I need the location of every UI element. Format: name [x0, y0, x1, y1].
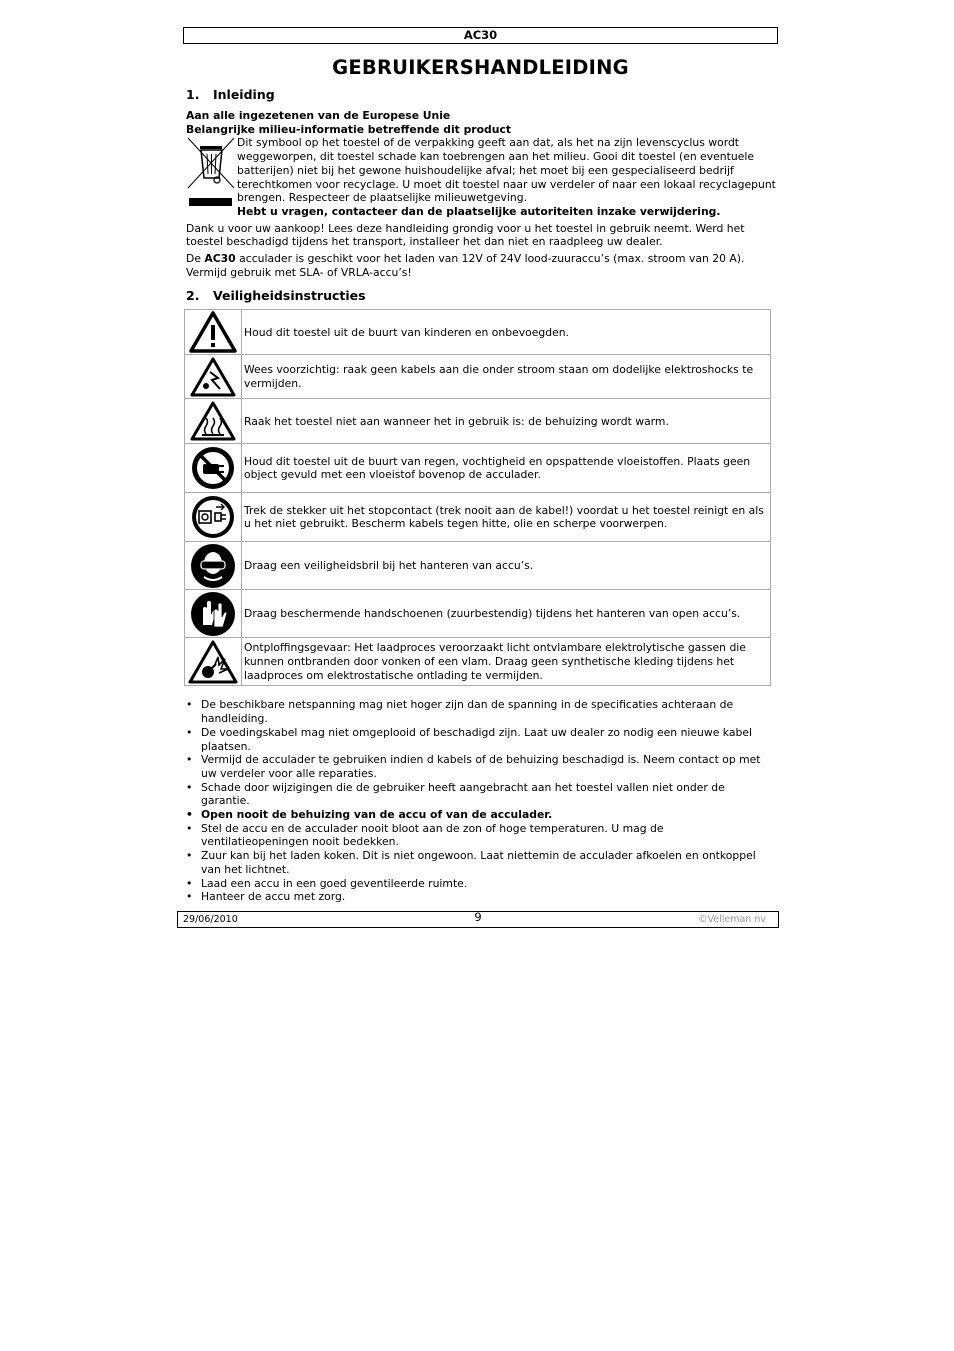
page-footer: [177, 911, 779, 928]
safety-text: Houd dit toestel uit de buurt van kinderen en onbevoegden.: [242, 310, 771, 355]
safety-row: [185, 493, 771, 542]
list-item: • Laad een accu in een goed geventileerde ruimte.: [186, 877, 770, 891]
list-item: • Zuur kan bij het laden koken. Dit is niet ongewoon. Laat niettemin de acculader afkoelen en ontkoppel van het lichtnet.: [186, 849, 770, 876]
hot-surface-warning-icon: [185, 399, 242, 444]
weee-bin-icon: [186, 136, 237, 218]
safety-row: [185, 399, 771, 444]
list-item: • Vermijd de acculader te gebruiken indien d kabels of de behuizing beschadigd is. Neem contact op met uw verdeler voor alle reparaties.: [186, 753, 770, 780]
list-item: • Hanteer de accu met zorg.: [186, 890, 770, 904]
explosion-warning-icon: [185, 638, 242, 686]
safety-bullet-list: [186, 698, 778, 904]
model-name: AC30: [204, 252, 236, 266]
no-water-icon: [185, 444, 242, 493]
weee-contact: Hebt u vragen, contacteer dan de plaatselijke autoriteiten inzake verwijdering.: [237, 204, 721, 218]
page-title: GEBRUIKERSHANDLEIDING: [332, 56, 629, 79]
manual-page: [183, 27, 778, 904]
safety-goggles-icon: [185, 542, 242, 590]
safety-text: Wees voorzichtig: raak geen kabels aan die onder stroom staan om dodelijke elektroshocks te vermijden.: [242, 355, 771, 399]
list-item: • Schade door wijzigingen die de gebruiker heeft aangebracht aan het toestel vallen niet onder de garantie.: [186, 781, 770, 808]
safety-row: [185, 444, 771, 493]
list-item: • Stel de accu en de acculader nooit bloot aan de zon of hoge temperaturen. U mag de ventilatieopeningen nooit bedekken.: [186, 822, 770, 849]
safety-text: Raak het toestel niet aan wanneer het in gebruik is: de behuizing wordt warm.: [242, 399, 771, 444]
footer-date: 29/06/2010: [183, 914, 238, 925]
safety-text: Houd dit toestel uit de buurt van regen, vochtigheid en opspattende vloeistoffen. Plaats geen object gevuld met een vloeistof bovenop de acculader.: [242, 444, 771, 493]
safety-row: [185, 638, 771, 686]
unplug-icon: [185, 493, 242, 542]
thanks-paragraph: Dank u voor uw aankoop! Lees deze handleiding grondig voor u het toestel in gebruik neemt. Werd het toestel beschadigd tijdens het transport, installeer het dan niet en raadpleeg uw dealer.: [186, 221, 745, 249]
section-1-heading: [186, 87, 778, 102]
eu-line-2: Belangrijke milieu-informatie betreffende dit product: [186, 122, 512, 136]
safety-row: [185, 542, 771, 590]
description-paragraph: De AC30 acculader is geschikt voor het laden van 12V of 24V lood-zuuraccu’s (max. stroom van 20 A). Vermijd gebruik met SLA- of VRLA-accu’s!: [186, 252, 745, 279]
list-item: • De beschikbare netspanning mag niet hoger zijn dan de spanning in de specificaties achteraan de handleiding.: [186, 698, 770, 725]
section-title: Veiligheidsinstructies: [213, 288, 366, 304]
safety-text: Ontploffingsgevaar: Het laadproces veroorzaakt licht ontvlambare elektrolytische gassen die kunnen ontbranden door vonken of een vlam. Draag geen synthetische kleding tijdens het laadproces om elektrostatische ontlading te vermijden.: [242, 638, 771, 686]
eu-line-1: Aan alle ingezetenen van de Europese Unie: [186, 109, 451, 122]
electric-shock-warning-icon: [185, 355, 242, 399]
safety-text: Draag beschermende handschoenen (zuurbestendig) tijdens het hanteren van open accu’s.: [242, 590, 771, 638]
safety-text: Trek de stekker uit het stopcontact (trek nooit aan de kabel!) voordat u het toestel reinigt en als u het niet gebruikt. Bescherm kabels tegen hitte, olie en scherpe voorwerpen.: [242, 493, 771, 542]
list-item: • De voedingskabel mag niet omgeplooid of beschadigd zijn. Laat uw dealer zo nodig een nieuwe kabel plaatsen.: [186, 726, 770, 753]
gloves-icon: [185, 590, 242, 638]
section-2-heading: [186, 288, 778, 303]
list-item: • Open nooit de behuizing van de accu of van de acculader.: [186, 808, 770, 822]
footer-copyright: ©Velleman nv: [698, 914, 766, 925]
safety-table: [184, 309, 771, 686]
safety-row: [185, 355, 771, 399]
page-number: 9: [474, 910, 482, 924]
safety-row: [185, 590, 771, 638]
section-number: 2.: [186, 288, 200, 304]
safety-text: Draag een veiligheidsbril bij het hanteren van accu’s.: [242, 542, 771, 590]
model-header: AC30: [183, 27, 778, 44]
weee-text: Dit symbool op het toestel of de verpakking geeft aan dat, als het na zijn levenscyclus wordt weggeworpen, dit toestel schade kan toebrengen aan het milieu. Gooi dit toestel (en eventuele batterijen) niet bij het gewone huishoudelijke afval; het moet bij een gespecialiseerd bedrijf terechtkomen voor recyclage. U moet dit toestel naar uw verdeler of naar een lokaal recyclagepunt brengen. Respecteer de plaatselijke milieuwetgeving.: [237, 136, 776, 205]
safety-row: [185, 310, 771, 355]
section-title: Inleiding: [213, 87, 275, 102]
weee-notice: [186, 136, 778, 218]
section-number: 1.: [186, 87, 200, 102]
warning-exclamation-icon: [185, 310, 242, 355]
